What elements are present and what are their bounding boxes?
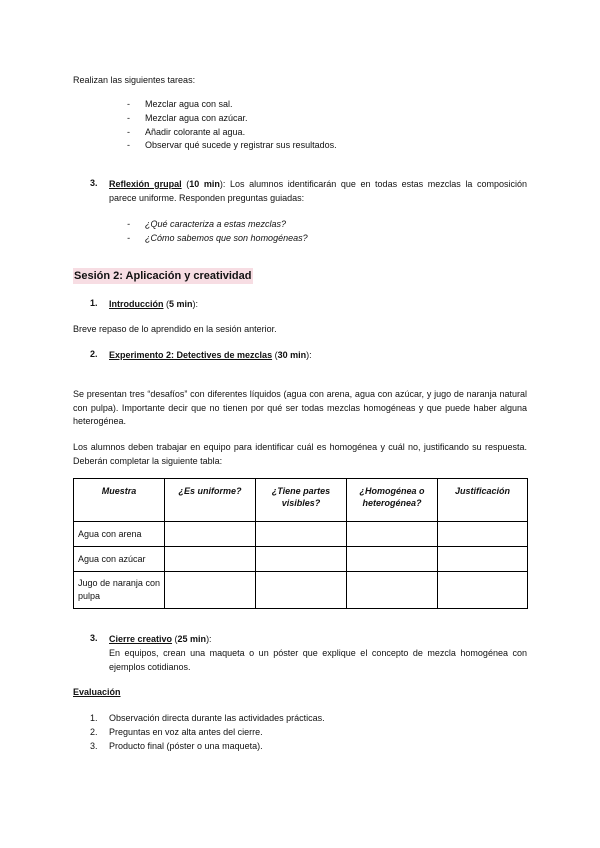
table-row (74, 547, 528, 572)
item-number: 2. (90, 349, 98, 359)
experiment-heading: Experimento 2: Detectives de mezclas (30 min): (109, 350, 312, 360)
list-item: 2. Preguntas en voz alta antes del cierre. (90, 727, 263, 737)
evaluation-heading: Evaluación (73, 687, 121, 697)
table-cell[interactable] (347, 547, 438, 572)
task-list (127, 98, 507, 153)
table-row (74, 572, 528, 609)
list-item: - ¿Cómo sabemos que son homogéneas? (127, 232, 308, 243)
column-header: Muestra (74, 479, 165, 522)
intro-text: Realizan las siguientes tareas: (73, 75, 196, 85)
list-item: - Mezclar agua con sal. (127, 99, 233, 109)
item-number: 3. (90, 178, 98, 188)
column-header: ¿Homogénea o heterogénea? (347, 479, 438, 522)
intro-heading: Introducción (5 min): (109, 299, 199, 309)
item-number: 1. (90, 298, 98, 308)
list-item: 3. Producto final (póster o una maqueta). (90, 741, 263, 751)
closing-heading: Cierre creativo (25 min): (109, 634, 212, 644)
closing-text: En equipos, crean una maqueta o un póster que explique el concepto de mezcla homogénea con ejemplos cotidianos. (109, 648, 527, 672)
sample-cell: Agua con azúcar (74, 547, 165, 572)
experiment-paragraph: Se presentan tres “desafíos” con diferentes líquidos (agua con arena, agua con azúcar, y jugo de naranja natural con pulpa). Importante decir que no tienen por qué ser todas mezclas homogéneas y que puede haber alguna heterogénea. (73, 389, 527, 426)
table-cell[interactable] (347, 572, 438, 609)
table-cell[interactable] (438, 547, 528, 572)
reflection-time: 10 min (189, 179, 220, 189)
list-item: - ¿Qué caracteriza a estas mezclas? (127, 219, 287, 229)
session-2-heading: Sesión 2: Aplicación y creatividad (74, 270, 252, 282)
list-item: - Observar qué sucede y registrar sus resultados. (127, 140, 337, 151)
table-cell[interactable] (256, 522, 347, 547)
list-item: - Añadir colorante al agua. (127, 126, 246, 137)
table-cell[interactable] (256, 547, 347, 572)
table-cell[interactable] (438, 572, 528, 609)
question-list (127, 218, 507, 246)
table-cell[interactable] (165, 522, 256, 547)
column-header: ¿Es uniforme? (165, 479, 256, 522)
results-table (73, 478, 528, 609)
sample-cell: Jugo de naranja con pulpa (74, 572, 165, 609)
sample-cell: Agua con arena (74, 522, 165, 547)
table-cell[interactable] (438, 522, 528, 547)
column-header: Justificación (438, 479, 528, 522)
table-row (74, 522, 528, 547)
list-item: - Mezclar agua con azúcar. (127, 112, 248, 123)
column-header: ¿Tiene partes visibles? (256, 479, 347, 522)
evaluation-list (90, 711, 510, 753)
table-cell[interactable] (256, 572, 347, 609)
table-cell[interactable] (165, 547, 256, 572)
reflection-title: Reflexión grupal (109, 179, 182, 189)
instructions-paragraph: Los alumnos deben trabajar en equipo para identificar cuál es homogénea y cuál no, justificando su respuesta. Deberán completar la siguiente tabla: (73, 442, 527, 466)
item-number: 3. (90, 633, 98, 643)
table-cell[interactable] (165, 572, 256, 609)
list-item: 1. Observación directa durante las actividades prácticas. (90, 713, 325, 723)
table-cell[interactable] (347, 522, 438, 547)
reflection-paragraph: Reflexión grupal (10 min): Los alumnos identificarán que en todas estas mezclas la composición parece uniforme. Responden preguntas guiadas: (109, 179, 528, 203)
table-header-row (74, 479, 528, 522)
review-text: Breve repaso de lo aprendido en la sesión anterior. (73, 324, 277, 334)
